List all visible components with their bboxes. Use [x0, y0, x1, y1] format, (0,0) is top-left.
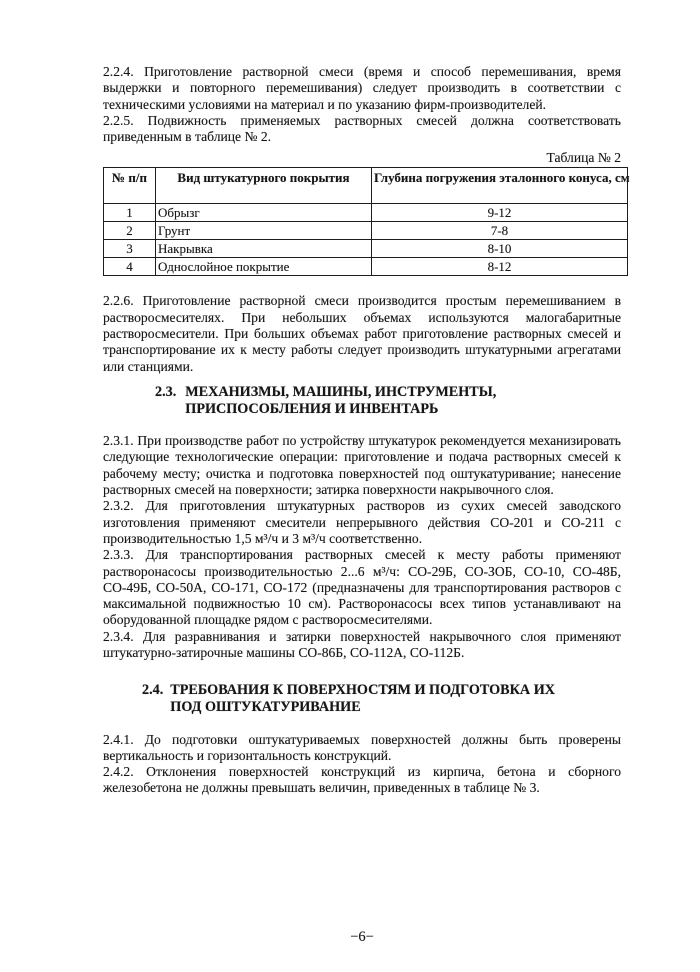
mobility-table [103, 167, 628, 276]
table-row [104, 258, 628, 276]
cone-depth-value: 7-8 [372, 222, 628, 240]
page-number: −6− [350, 928, 374, 945]
table-header-cone-depth: Глубина погружения эталонного конуса, см [372, 168, 628, 204]
section-title: ТРЕБОВАНИЯ К ПОВЕРХНОСТЯМ И ПОДГОТОВКА ИХ ПОД ОШТУКАТУРИВАНИЕ [170, 682, 556, 715]
paragraph-2-3-4: 2.3.4. Для разравнивания и затирки поверхностей накрывочного слоя применяют штукатурно-затирочные машины СО-86Б, СО-112А, СО-112Б. [103, 628, 621, 661]
section-title: МЕХАНИЗМЫ, МАШИНЫ, ИНСТРУМЕНТЫ, ПРИСПОСОБЛЕНИЯ И ИНВЕНТАРЬ [185, 383, 497, 417]
paragraph-2-3-1: 2.3.1. При производстве работ по устройству штукатурок рекомендуется механизировать следующие технологические операции: приготовление и подача растворных смесей к рабочему месту; очистка и подготовка поверхностей под оштукатуривание; нанесение растворных смесей на поверхности; затирка поверхности накрывочного слоя. [103, 433, 621, 498]
paragraph-2-3-3: 2.3.3. Для транспортирования растворных смесей к месту работы применяют растворонасосы производительностью 2...6 м³/ч: СО-29Б, СО-ЗОБ, СО-10, СО-48Б, СО-49Б, СО-50А, СО-171, СО-172 (предназначены для транспортирования растворов с максимальной подвижностью 10 см). Растворонасосы всех типов устанавливают на оборудованной площадке рядом с растворосмесителями. [103, 547, 621, 628]
table-row [104, 240, 628, 258]
cone-depth-value: 9-12 [372, 204, 628, 222]
paragraph-2-2-6: 2.2.6. Приготовление растворной смеси производится простым перемешиванием в растворосмесителях. При небольших объемах используются малогабаритные растворосмесители. При больших объемах работ приготовление растворных смесей и транспортирование их к месту работы следует производить штукатурными агрегатами или станциями. [103, 293, 621, 374]
coating-type: Грунт [156, 222, 372, 240]
row-number: 1 [104, 204, 156, 222]
paragraph-2-2-4: 2.2.4. Приготовление растворной смеси (время и способ перемешивания, время выдержки и повторного перемешивания) следует производить в соответствии с техническими условиями на материал и по указанию фирм-производителей. [103, 64, 621, 112]
table-header-coating-type: Вид штукатурного покрытия [156, 168, 372, 204]
table-header-number: № п/п [104, 168, 156, 204]
section-number: 2.3. [155, 383, 177, 400]
cone-depth-value: 8-12 [372, 258, 628, 276]
paragraph-2-2-5: 2.2.5. Подвижность применяемых растворных смесей должна соответствовать приведенным в таблице № 2. [103, 112, 621, 145]
table-row [104, 204, 628, 222]
section-heading-2-4 [142, 682, 621, 715]
cone-depth-value: 8-10 [372, 240, 628, 258]
paragraph-2-3-2: 2.3.2. Для приготовления штукатурных растворов из сухих смесей заводского изготовления применяют смесители непрерывного действия СО-201 и СО-211 с производительностью 1,5 м³/ч и 3 м³/ч соответственно. [103, 498, 621, 546]
coating-type: Однослойное покрытие [156, 258, 372, 276]
table-row [104, 222, 628, 240]
section-number: 2.4. [142, 682, 164, 699]
row-number: 2 [104, 222, 156, 240]
coating-type: Обрызг [156, 204, 372, 222]
row-number: 4 [104, 258, 156, 276]
paragraph-2-4-1: 2.4.1. До подготовки оштукатуриваемых поверхностей должны быть проверены вертикальность и горизонтальность конструкций. [103, 731, 621, 763]
coating-type: Накрывка [156, 240, 372, 258]
table-2-caption: Таблица № 2 [546, 150, 621, 166]
paragraph-2-4-2: 2.4.2. Отклонения поверхностей конструкций из кирпича, бетона и сборного железобетона не должны превышать величин, приведенных в таблице № 3. [103, 764, 621, 796]
section-heading-2-3 [155, 384, 621, 417]
document-content [103, 64, 630, 946]
table-header-row [104, 168, 628, 204]
row-number: 3 [104, 240, 156, 258]
